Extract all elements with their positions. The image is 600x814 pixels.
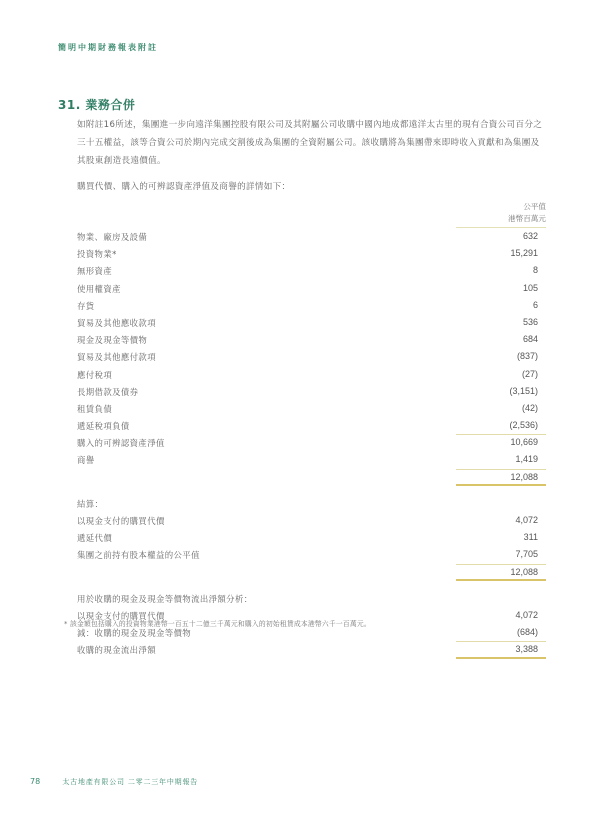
total-row — [77, 469, 546, 486]
table-row — [77, 348, 546, 365]
column-header-fair-value: 公平值 — [523, 202, 546, 211]
row-label: 減：收購的現金及現金等價物 — [77, 628, 192, 639]
column-header-unit: 港幣百萬元 — [508, 214, 546, 223]
row-value: (837) — [516, 351, 538, 362]
row-value: 12,088 — [510, 566, 538, 577]
row-value: 311 — [523, 532, 538, 543]
row-label: 遞延稅項負債 — [77, 421, 130, 432]
row-value: 15,291 — [510, 248, 538, 259]
company-report-title: 太古地產有限公司 二零二三年中期報告 — [62, 778, 199, 786]
table-row — [77, 262, 546, 279]
row-label: 結算： — [77, 498, 104, 509]
row-label: 應付稅項 — [77, 369, 113, 380]
row-value: 3,388 — [515, 644, 538, 655]
subtotal-row — [77, 434, 546, 451]
table-row — [77, 280, 546, 297]
row-label: 物業、廠房及設備 — [77, 232, 148, 242]
intro-paragraph: 如附註16所述，集團進一步向遠洋集團控股有限公司及其附屬公司收購中國內地成都遠洋太古里的現有合資公司百分之三十五權益，該等合資公司於期內完成交割後成為集團的全資附屬公司。該收購將為集團帶來即時收入貢獻和為集團及其股東創造長遠價值。 — [77, 120, 543, 166]
row-label: 現金及現金等價物 — [77, 335, 148, 346]
row-label: 遞延代價 — [77, 533, 113, 544]
row-value: 12,088 — [510, 471, 538, 482]
row-value: 8 — [532, 265, 538, 276]
table-row — [77, 451, 546, 468]
row-label: 貿易及其他應收款項 — [77, 317, 156, 328]
row-value: (27) — [521, 368, 538, 379]
running-header: 簡明中期財務報表附註 — [58, 43, 158, 52]
row-label: 投資物業* — [77, 249, 117, 260]
table-row — [77, 529, 546, 546]
row-value: 536 — [522, 316, 538, 327]
row-label: 以現金支付的購買代價 — [77, 610, 165, 621]
details-intro-paragraph: 購買代價、購入的可辨認資產淨值及商譽的詳情如下： — [77, 182, 291, 192]
row-label: 集團之前持有股本權益的公平值 — [77, 550, 200, 561]
row-label: 以現金支付的購買代價 — [77, 516, 165, 526]
table-row — [77, 400, 546, 417]
table-row — [77, 417, 546, 434]
row-label: 購入的可辨認資產淨值 — [77, 438, 165, 449]
spacer — [77, 486, 546, 495]
row-value: 632 — [522, 231, 538, 241]
row-label: 商譽 — [77, 455, 95, 466]
row-value: 684 — [522, 334, 538, 345]
row-value: 1,419 — [515, 454, 538, 465]
row-value: (3,151) — [509, 385, 538, 396]
total-row — [77, 641, 546, 658]
footnote: * 該金額包括購入的投資物業港幣一百五十二億三千萬元和購入的初始租賃成本港幣六千一百萬元。 — [64, 620, 371, 628]
spacer — [77, 581, 546, 590]
row-value: 105 — [522, 282, 538, 293]
row-value: 4,072 — [515, 515, 538, 525]
table-row — [77, 512, 546, 529]
page-number: 78 — [30, 777, 41, 786]
table-row — [77, 383, 546, 400]
row-value: 6 — [532, 299, 538, 310]
row-value: (42) — [521, 402, 538, 413]
row-label: 租賃負債 — [77, 403, 113, 414]
table-row — [77, 245, 546, 262]
row-label: 無形資產 — [77, 266, 113, 277]
row-label: 使用權資產 — [77, 283, 121, 294]
section-title: 31. 業務合併 — [58, 98, 136, 112]
table-row — [77, 297, 546, 314]
table-row — [77, 228, 546, 245]
acquisition-table — [77, 228, 546, 659]
row-value: (2,536) — [509, 420, 538, 431]
row-label: 長期借款及債券 — [77, 386, 139, 397]
row-value: 7,705 — [515, 549, 538, 560]
section-label-row — [77, 495, 546, 512]
row-value: 10,669 — [510, 437, 538, 448]
row-label: 收購的現金流出淨額 — [77, 645, 156, 656]
column-header — [508, 201, 546, 225]
table-row — [77, 331, 546, 348]
table-row — [77, 366, 546, 383]
row-label: 用於收購的現金及現金等價物流出淨額分析： — [77, 593, 253, 604]
table-row — [77, 314, 546, 331]
table-row — [77, 546, 546, 563]
page-footer — [30, 777, 198, 787]
row-value: (684) — [516, 627, 538, 638]
section-label-row — [77, 590, 546, 607]
row-label: 存貨 — [77, 300, 95, 311]
row-label: 貿易及其他應付款項 — [77, 352, 156, 363]
row-value: 4,072 — [515, 609, 538, 620]
total-row — [77, 564, 546, 581]
